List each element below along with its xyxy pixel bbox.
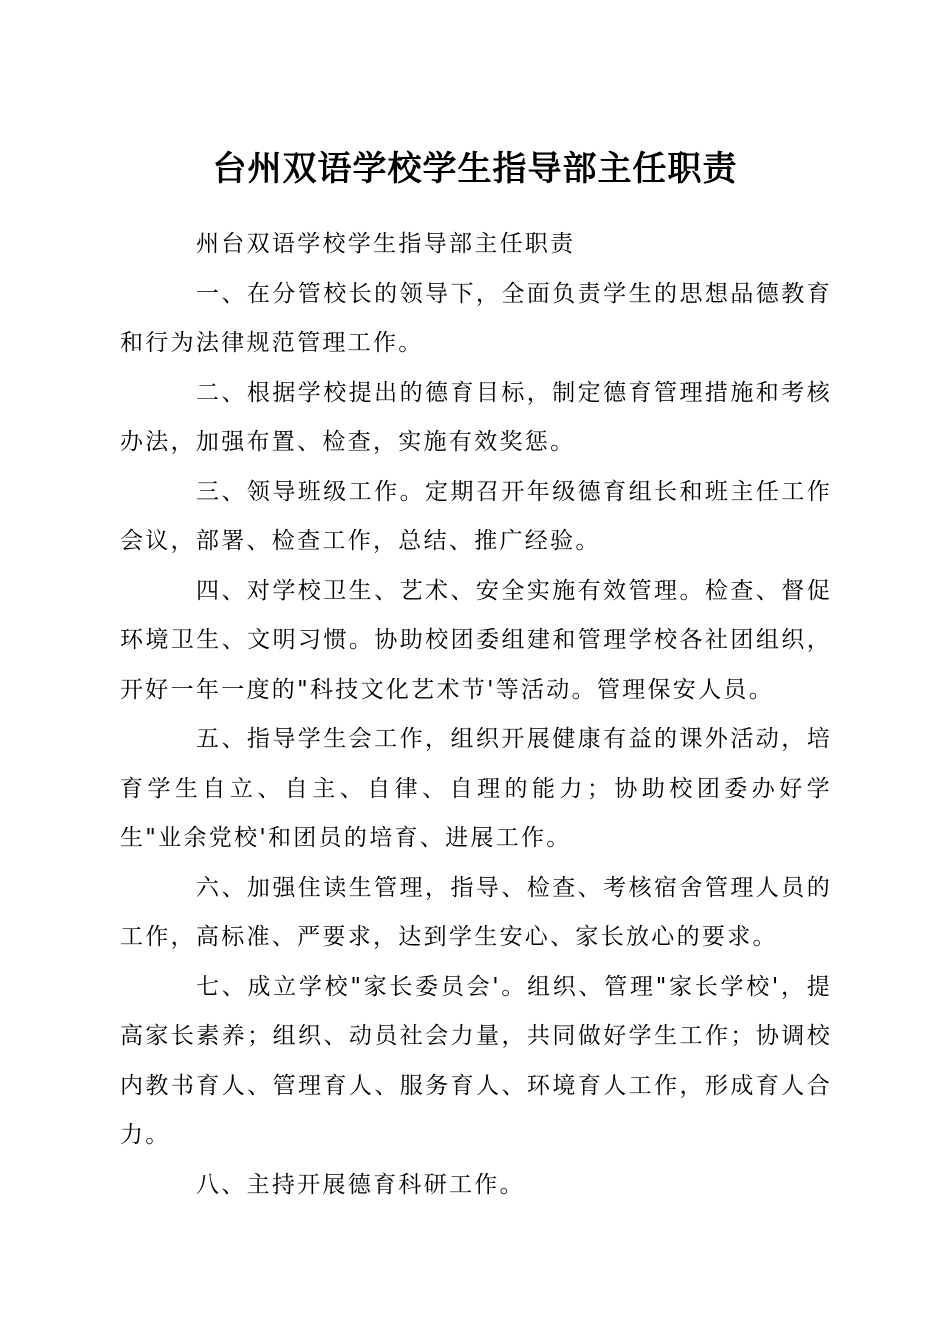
paragraph-duty-6: 六、加强住读生管理，指导、检查、考核宿舍管理人员的工作，高标准、严要求，达到学生安心、家长放心的要求。 — [120, 874, 832, 950]
paragraph-duty-2: 二、根据学校提出的德育目标，制定德育管理措施和考核办法，加强布置、检查，实施有效奖惩。 — [120, 379, 832, 455]
document-title: 台州双语学校学生指导部主任职责 — [212, 149, 738, 189]
paragraph-duty-1: 一、在分管校长的领导下，全面负责学生的思想品德教育和行为法律规范管理工作。 — [120, 280, 832, 356]
paragraph-duty-8: 八、主持开展德育科研工作。 — [196, 1171, 525, 1198]
paragraph-duty-3: 三、领导班级工作。定期召开年级德育组长和班主任工作会议，部署、检查工作，总结、推广经验。 — [120, 478, 832, 554]
paragraph-subtitle: 州台双语学校学生指导部主任职责 — [196, 231, 576, 257]
document-body — [120, 220, 832, 1210]
paragraph-duty-7: 七、成立学校"家长委员会'。组织、管理"家长学校'，提高家长素养；组织、动员社会力量，共同做好学生工作；协调校内教书育人、管理育人、服务育人、环境育人工作，形成育人合力。 — [120, 973, 832, 1148]
paragraph-duty-4: 四、对学校卫生、艺术、安全实施有效管理。检查、督促环境卫生、文明习惯。协助校团委组建和管理学校各社团组织，开好一年一度的"科技文化艺术节'等活动。管理保安人员。 — [120, 577, 832, 703]
paragraph-duty-5: 五、指导学生会工作，组织开展健康有益的课外活动，培育学生自立、自主、自律、自理的能力；协助校团委办好学生"业余党校'和团员的培育、进展工作。 — [120, 726, 832, 851]
